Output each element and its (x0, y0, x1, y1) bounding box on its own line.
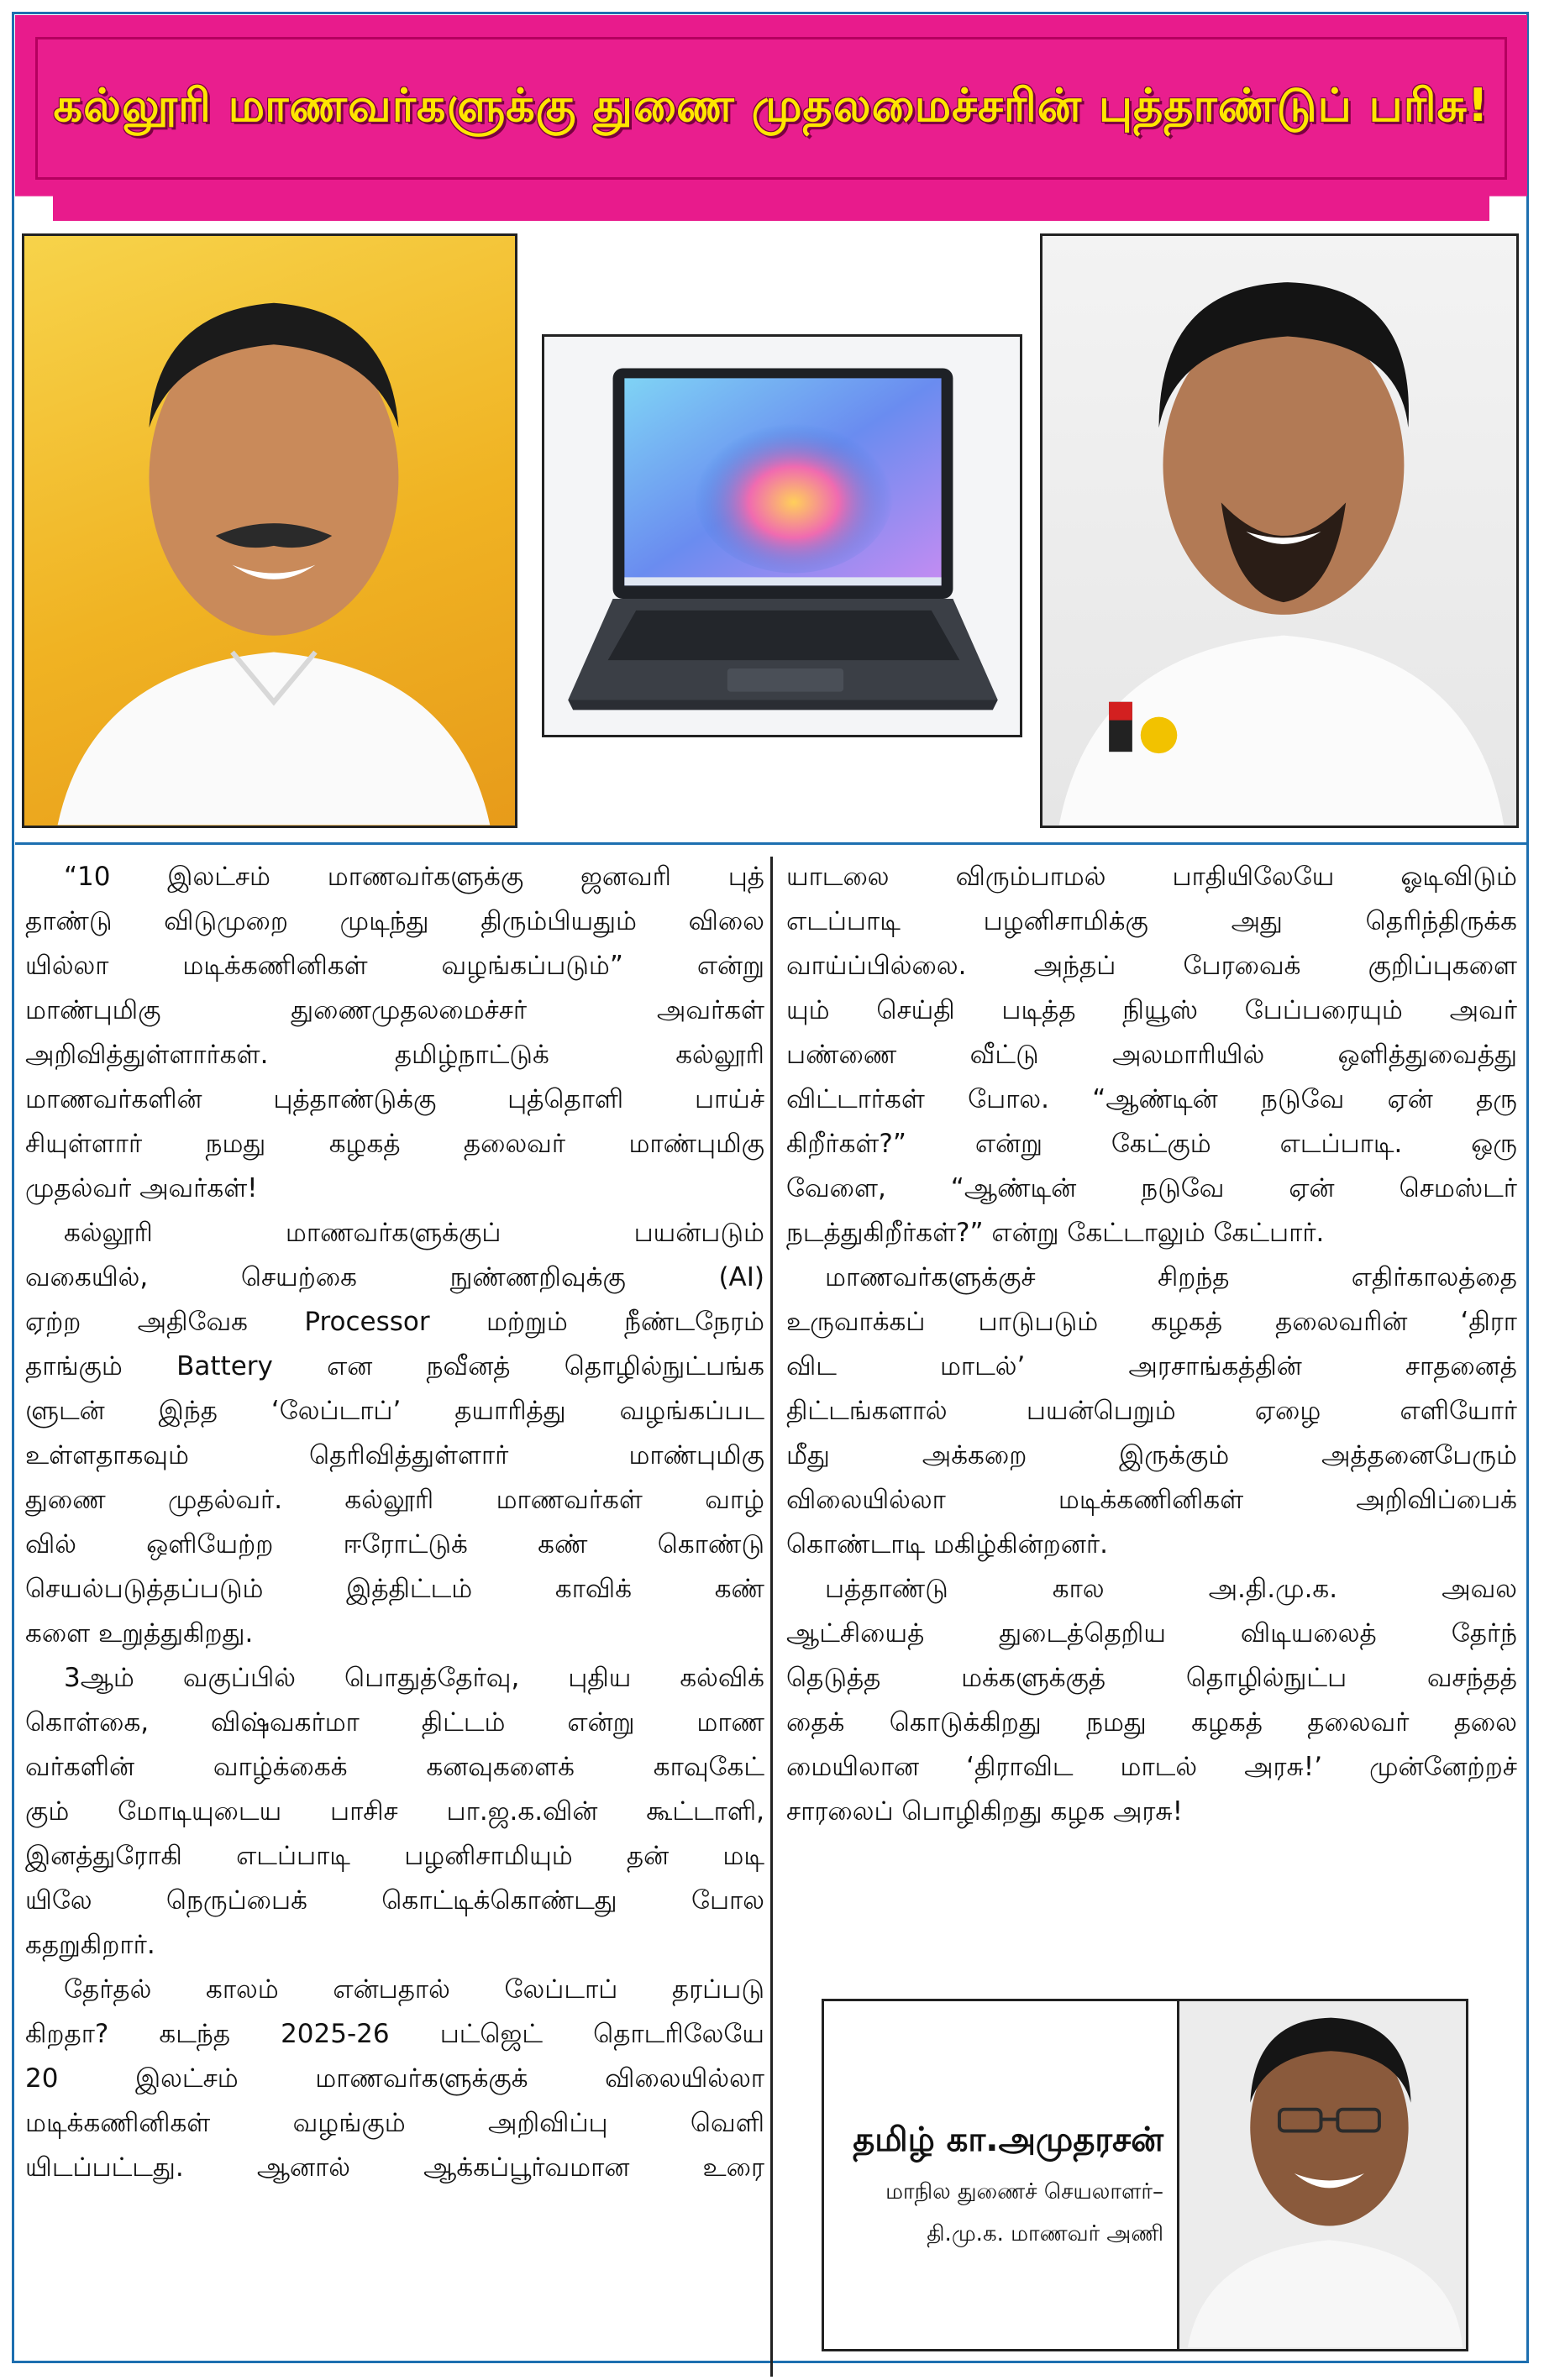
article-line: யாடலை விரும்பாமல் பாதியிலேயே ஓடிவிடும் (786, 862, 1517, 892)
article-line: மையிலான ‘திராவிட மாடல் அரசு!’ முன்னேற்றச் (786, 1752, 1517, 1782)
author-role-line-2: தி.மு.க. மாணவர் அணி (927, 2221, 1163, 2246)
article-line: ளுடன் இந்த ‘லேப்டாப்’ தயாரித்து வழங்கப்பட (25, 1396, 764, 1426)
article-line: எடப்பாடி பழனிசாமிக்கு அது தெரிந்திருக்க (786, 906, 1517, 936)
article-line: கொள்கை, விஷ்வகர்மா திட்டம் என்று மாண (25, 1707, 764, 1738)
article-line: யும் செய்தி படித்த நியூஸ் பேப்பரையும் அவர் (786, 995, 1517, 1025)
laptop-photo (542, 334, 1022, 737)
article-line: தாண்டு விடுமுறை முடிந்து திரும்பியதும் விலை (25, 906, 764, 936)
article-line: பத்தாண்டு கால அ.தி.மு.க. அவல (825, 1574, 1517, 1604)
article-line: அறிவித்துள்ளார்கள். தமிழ்நாட்டுக் கல்லூரி (25, 1040, 764, 1070)
article-line: மாணவர்களின் புத்தாண்டுக்கு புத்தொளி பாய்ச் (25, 1084, 764, 1114)
article-line: முதல்வர் அவர்கள்! (25, 1173, 258, 1203)
article-line: 3ஆம் வகுப்பில் பொதுத்தேர்வு, புதிய கல்விக் (64, 1663, 764, 1693)
left-portrait-photo (22, 233, 517, 828)
banner-inner (35, 37, 1507, 180)
article-line: கிறீர்கள்?” என்று கேட்கும் எடப்பாடி. ஒரு (786, 1129, 1517, 1159)
article-line: வகையில், செயற்கை நுண்ணறிவுக்கு (AI) (25, 1262, 764, 1292)
article-line: “10 இலட்சம் மாணவர்களுக்கு ஜனவரி புத் (64, 862, 764, 892)
article-line: துணை முதல்வர். கல்லூரி மாணவர்கள் வாழ் (25, 1485, 764, 1515)
article-line: தைக் கொடுக்கிறது நமது கழகத் தலைவர் தலை (786, 1707, 1517, 1738)
article-line: விட்டார்கள் போல. “ஆண்டின் நடுவே ஏன் தரு (786, 1084, 1517, 1114)
portrait-icon (1179, 2001, 1466, 2349)
article-line: ஏற்ற அதிவேக Processor மற்றும் நீண்டநேரம் (25, 1307, 764, 1337)
author-name: தமிழ் கா.அமுதரசன் (853, 2121, 1163, 2159)
article-line: கும் மோடியுடைய பாசிச பா.ஜ.க.வின் கூட்டாளி, (25, 1796, 764, 1827)
article-line: சாரலைப் பொழிகிறது கழக அரசு! (786, 1796, 1184, 1827)
article-line: விலையில்லா மடிக்கணினிகள் அறிவிப்பைக் (786, 1485, 1517, 1515)
article-line: கிறதா? கடந்த 2025-26 பட்ஜெட் தொடரிலேயே (25, 2019, 764, 2049)
article-line: உருவாக்கப் பாடுபடும் கழகத் தலைவரின் ‘திரா (786, 1307, 1517, 1337)
author-box (822, 1999, 1468, 2351)
author-role-line-1: மாநில துணைச் செயலாளர்– (885, 2179, 1163, 2204)
article-line: வாய்ப்பில்லை. அந்தப் பேரவைக் குறிப்புகளை (786, 951, 1517, 981)
article-line: நடத்துகிறீர்கள்?” என்று கேட்டாலும் கேட்பார். (786, 1218, 1325, 1248)
article-line: களை உறுத்துகிறது. (25, 1618, 254, 1649)
article-column-left (25, 855, 764, 2190)
article-column-right (786, 855, 1517, 1834)
section-divider (15, 842, 1527, 845)
article-line: விட மாடல்’ அரசாங்கத்தின் சாதனைத் (786, 1351, 1517, 1381)
article-line: மடிக்கணினிகள் வழங்கும் அறிவிப்பு வெளி (25, 2108, 764, 2138)
portrait-icon (24, 236, 515, 826)
author-photo (1177, 2001, 1466, 2349)
article-line: மாணவர்களுக்குச் சிறந்த எதிர்காலத்தை (825, 1262, 1517, 1292)
article-line: தெடுத்த மக்களுக்குத் தொழில்நுட்ப வசந்தத் (786, 1663, 1517, 1693)
article-line: தேர்தல் காலம் என்பதால் லேப்டாப் தரப்படு (64, 1974, 764, 2005)
article-line: வர்களின் வாழ்க்கைக் கனவுகளைக் காவுகேட் (25, 1752, 764, 1782)
laptop-icon (544, 337, 1020, 735)
article-line: மாண்புமிகு துணைமுதலமைச்சர் அவர்கள் (25, 995, 764, 1025)
article-line: கதறுகிறார். (25, 1930, 155, 1960)
headline: கல்லூரி மாணவர்களுக்கு துணை முதலமைச்சரின் புத்தாண்டுப் பரிசு! (53, 78, 1489, 132)
column-rule (770, 857, 773, 2377)
article-line: பண்ணை வீட்டு அலமாரியில் ஒளித்துவைத்து (786, 1040, 1517, 1070)
portrait-icon (1042, 236, 1516, 826)
article-line: மீது அக்கறை இருக்கும் அத்தனைபேரும் (786, 1440, 1517, 1470)
article-line: சியுள்ளார் நமது கழகத் தலைவர் மாண்புமிகு (25, 1129, 764, 1159)
article-line: உள்ளதாகவும் தெரிவித்துள்ளார் மாண்புமிகு (25, 1440, 764, 1470)
article-line: செயல்படுத்தப்படும் இத்திட்டம் காவிக் கண் (25, 1574, 764, 1604)
article-line: 20 இலட்சம் மாணவர்களுக்குக் விலையில்லா (25, 2063, 764, 2094)
article-line: யில்லா மடிக்கணினிகள் வழங்கப்படும்” என்று (25, 951, 764, 981)
article-line: வேளை, “ஆண்டின் நடுவே ஏன் செமஸ்டர் (786, 1173, 1517, 1203)
right-portrait-photo (1040, 233, 1519, 828)
article-line: யிலே நெருப்பைக் கொட்டிக்கொண்டது போல (25, 1885, 764, 1916)
article-line: ஆட்சியைத் துடைத்தெறிய விடியலைத் தேர்ந் (786, 1618, 1517, 1649)
article-line: கொண்டாடி மகிழ்கின்றனர். (786, 1529, 1108, 1560)
article-line: இனத்துரோகி எடப்பாடி பழனிசாமியும் தன் மடி (25, 1841, 764, 1871)
article-line: யிடப்பட்டது. ஆனால் ஆக்கப்பூர்வமான உரை (25, 2152, 764, 2183)
article-line: கல்லூரி மாணவர்களுக்குப் பயன்படும் (64, 1218, 764, 1248)
headline-banner (15, 15, 1527, 221)
article-line: தாங்கும் Battery என நவீனத் தொழில்நுட்பங்க (25, 1351, 764, 1381)
article-line: திட்டங்களால் பயன்பெறும் ஏழை எளியோர் (786, 1396, 1517, 1426)
article-line: வில் ஒளியேற்ற ஈரோட்டுக் கண் கொண்டு (25, 1529, 764, 1560)
